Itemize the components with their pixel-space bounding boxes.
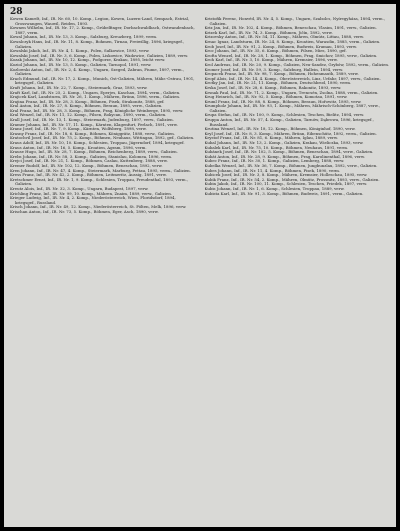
page-number: 28 [10, 7, 23, 17]
register-entry: Krizek Karl, Inf., IR. Nr. 74, 3. Komp., Böhmen, Jičín, 1892, verw. [204, 29, 333, 35]
register-entry: Kubalek Karl, Inf., IR. Nr. 75, 10. Komp., Böhmen, Neuhaus, 1891, verm. [204, 144, 349, 150]
register-entry: Kramer Johann, Inf., IR. Nr. 17, 11. Komp., Kärnten, Klagenfurt, Ferlach, 1891, verw. [10, 121, 178, 127]
register-entry: Kubánek Josef, Inf., IR. Nr. 102, 5. Komp., Böhmen, Beneschau, 1894, verw., Galizien. [204, 149, 374, 155]
register-entry: Kraus Anton, Inf., IR. Nr. 16, 5. Komp., Kroatien, Agram, 1896, verm. [10, 144, 147, 150]
left-column [10, 17, 197, 523]
register-entry: Kryl Josef, Inf., IR. Nr. 8, 3. Komp., Mähren, Brünn, Eibenschütz, 1892, verm., Galizien. [204, 130, 377, 136]
register-entry: Kral Franz, Inf., IR. Nr. 28, 3. Komp., Böhmen, Prag, Königliche Weinberge, 1895, verw. [10, 107, 184, 113]
register-entry: Krnac Ignaz, Landsturm, IR. Nr. 24, 8. Komp., Kroatien, Warasdin, 1885, verm., Galizien. [204, 38, 381, 44]
register-entry: Kraft Karl, Inf., IR. Nr. 25, 2. Komp., Ungarn, Eperjes, Kaschau, 1894, verm., Galizien. [10, 89, 181, 95]
register-entry: Kren Johann, Inf., IR. Nr. 47, 4. Komp., Steiermark, Marburg, Pettau, 1895, verm., Galizien. [10, 167, 191, 173]
register-entry: Krajicek Karl, Landsturm, IR. Nr. 26, 1. Komp., Mähren, Brünn, 1896, verm., Galizien. [10, 94, 181, 100]
register-entry: Kubes Johann, Inf., IR. Nr. 11, 4. Komp., Böhmen, Pisek, 1890, verm. [204, 167, 341, 173]
register-entry: Krisch Johann, Inf., IR. Nr. 49, 12. Komp., Niederösterreich, St. Pölten, Melk, 1896, verw. [10, 204, 187, 210]
register-entry: Kristofik Ferenc, Honvéd, IR. Nr. 4, 5. Komp., Ungarn, Szabolcs, Nyíregyháza, 1894, verm., Galizien. [204, 17, 386, 26]
register-entry: Kubin Jakob, Inf., IR. Nr. 100, 11. Komp., Schlesien, Teschen, Friedek, 1897, verw. [204, 181, 368, 187]
register-entry: Kraus Adolf, Inf., IR. Nr. 10, 10. Komp., Schlesien, Troppau, Jägerndorf, 1894, kriegsgef. [10, 140, 185, 146]
register-entry: Kroh Karl, Inf., IR. Nr. 3, 10. Komp., Mähren, Kremsier, 1896, verw. [204, 57, 338, 63]
register-entry: Kruppa Anton, Inf., IR. Nr. 57, 4. Komp., Galizien, Tarnów, Dąbrowa, 1896, kriegsgef., Russland. [204, 117, 374, 127]
register-entry: Krupa Stefan, Inf., IR. Nr. 100, 9. Komp., Schlesien, Teschen, Bielitz, 1894, verw. [204, 112, 365, 118]
register-entry: Krach Edmund, Inf., IR. Nr. 17, 2. Komp., Munich, Ost-Galizien, Mähren, Mähr.-Ostrau, 1901, kriegsgef., Galizien. [10, 75, 195, 86]
register-entry: Kowalczyk Hans, Inf., IR. Nr. 11, 8. Komp., Bohmen, Tirnau, Freiwillig, 1896, kriegsgef., Galizien. [10, 38, 185, 49]
register-entry: Kraft Johann, Inf., IR. Nr. 22, 7. Komp., Steiermark, Graz, 1893, verw. [10, 84, 148, 90]
register-entry: Kropf Alois, Inf., IR. Nr. 14, 4. Komp., Oberösterreich, Linz, Urfahr, 1897, verw., Galizien. [204, 75, 381, 81]
register-entry: Kowalski Jakob, Inf., IR. Nr. 4, 1. Komp., Polen, Sulkowice, 1893, verw. [10, 48, 150, 54]
register-entry: Krutina Wenzel, Inf., IR. Nr. 18, 12. Komp., Böhmen, Königinhof, 1890, verw. [204, 126, 356, 132]
register-entry: Kubát Anton, Inf., IR. Nr. 28, 9. Komp., Böhmen, Prag, Karolinenthal, 1896, verw. [204, 153, 365, 159]
register-entry: Krska Josef, Inf., IR. Nr. 28, 6. Komp., Böhmen, Rakonitz, 1893, verw. [204, 84, 342, 90]
register-entry: Krause Hugo, Inf., IR. Nr. 28, 7. Komp., Böhmen, Reichenberg, 1889, verw., Galizien. [10, 149, 178, 155]
register-entry: Krotky Jan, Inf., IR. Nr. 21, 11. Komp., Böhmen, Deutschbrod, 1890, verm. [204, 80, 352, 86]
register-entry: Kral Anton, Inf., IR. Nr. 27, 8. Komp., Böhmen, Beraun, 1895, verw., Galizien. [10, 103, 163, 109]
register-entry: Kowalski Josef, Inf., IR. Nr. 3, 6. Komp., Polen, Liskowice, Wadowice, Galizien, 1889, verw. [10, 52, 189, 58]
register-entry: Krsnak Paul, Inf., IR. Nr. 71, 2. Komp., Ungarn, Trencsén, Zsolna, 1888, verm., Galizien. [204, 89, 379, 95]
register-entry: Kress Franz, Inf., IR. Nr. 42, 2. Komp., Böhmen, Leitmeritz, Aussig, 1891, verw. [10, 172, 167, 178]
register-entry: Krug Heinrich, Inf., IR. Nr. 92, 5. Komp., Böhmen, Komotau, 1891, verw. [204, 94, 348, 100]
register-entry: Krall Josef, Inf., IR. Nr. 13, 1. Komp., Steiermark, Judenburg, 1897, verw., Galizien. [10, 117, 174, 123]
register-entry: Krebs Johann, Inf., IR. Nr. 58, 3. Komp., Galizien, Stanislau, Kolomea, 1896, verm. [10, 153, 173, 159]
register-entry: Kubis Johann, Inf., IR. Nr. 1, 6. Komp., Schlesien, Troppau, 1889, verw. [204, 185, 345, 191]
register-entry: Kratochvil Josef, Inf., IR. Nr. 75, 2. Komp., Böhmen, Neuhaus, Wittingau, 1892, gef., Galizien. [10, 135, 195, 141]
register-entry: Krystof Franz, Inf., IR. Nr. 81, 6. Komp., Mähren, Iglau, 1889, verw. [204, 135, 339, 141]
register-entry: Koziol Johann, Inf., IR. Nr. 13, 5. Komp., Galizien, Tarnopol, 1891, verw. [10, 61, 152, 67]
register-entry: Krejci Josef, Inf., IR. Nr. 21, 1. Komp., Böhmen, Časlau, Kuttenberg, 1888, verw. [10, 158, 168, 164]
register-entry: Kreutz Alois, Inf., IR. Nr. 32, 3. Komp., Ungarn, Budapest, 1897, verw. [10, 185, 149, 191]
right-column [205, 17, 392, 523]
register-entry: Kowen Kamrdt, Inf., IR. Nr. 60, 10. Komp., Legion, Kowen, Luzern-Land, Sempach, Estrial, Grosswangen, Wauwil, Reiden, 1893. [10, 17, 190, 26]
register-entry: Kral Wenzel, Inf., IR. Nr. 11, 12. Komp., Pilsen, Rokycan, 1890, verm., Galizien. [10, 112, 167, 118]
register-entry: Kremer Rudolf, Inf., IR. Nr. 102, 12. Komp., Böhmen, Beneschau, 1892, verw. [10, 163, 163, 168]
register-entry: Krischan Anton, Inf., IR. Nr. 73, 5. Komp., Böhmen, Eger, Asch, 1890, verw. [10, 208, 159, 214]
register-entry: Kozak Johann, Inf., IR. Nr. 10, 12. Komp., Podgorze, Krakau, 1895, leicht verw. [10, 57, 166, 63]
register-entry: Kubik Franz, Inf., IR. Nr. 54, 2. Komp., Mähren, Olmütz, Prossnitz, 1893, verw., Galizien. [204, 176, 380, 182]
register-entry: Kubec Franz, Inf., IR. Nr. 30, 1. Komp., Galizien, Lemberg, 1888, verw. [204, 158, 345, 164]
register-entry: Kubal Johann, Inf., IR. Nr. 13, 2. Komp., Galizien, Krakau, Wieliczka, 1893, verw. [204, 140, 364, 146]
register-entry: Kozlowski Anton, Inf., IR. Nr. 2, 4. Komp., Ungarn, Szeged, Zabran, Fiume, 1897, verm., Galizien. [10, 66, 185, 77]
register-entry: Kranz Josef, Inf., IR. Nr. 7, 9. Komp., Kärnten, Wolfsberg, 1898, verw. [10, 126, 147, 132]
register-entry: Krizovsky Anton, Inf., IR. Nr. 54, 11. Komp., Mähren, Olmütz, Littau, 1888, verw. [204, 34, 365, 40]
columns [10, 17, 391, 523]
register-entry: Krajina Franz, Inf., IR. Nr. 28, 3. Komp., Böhmen, Pisek, Strakonitz, 1888, gef. [10, 98, 165, 104]
register-entry: Kownen Wilhelm, Inf., IR. Nr. 17, 2. Komp., Grübelfinger, Dorbachwaldbach, Ostwandenbach, 1887, verm. [10, 25, 195, 35]
register-entry: Krichling Franz, Inf., IR. Nr. 99, 10. Komp., Mähren, Znaim, 1889, verw., Galizien. [10, 190, 172, 196]
register-entry: Kromer Josef, Inf., IR. Nr. 59, 3. Komp., Salzburg, Hallein, 1894, verw. [204, 66, 344, 72]
register-entry: Krol Andreas, Inf., IR. Nr. 20, 9. Komp., Galizien, Neu-Sandez, Grybów, 1892, verm., Galizien. [204, 61, 390, 67]
register-entry: Kriz Jan, Inf., IR. Nr. 102, 4. Komp., Böhmen, Beneschau, Vlasim, 1891, verw., Galizien. [204, 25, 377, 31]
register-entry: Krumpholz Johann, Inf., IR. Nr. 93, 1. Komp., Mähren, Mährisch-Schönberg, 1887, verw., Galizien. [204, 103, 381, 113]
register-entry: Kroc Johann, Inf., IR. Nr. 35, 6. Komp., Böhmen, Pilsen, Mies, 1890, gef. [204, 48, 347, 54]
register-entry: Krob Josef, Inf., IR. Nr. 91, 2. Komp., Böhmen, Budweis, Krumau, 1893, verw. [204, 43, 358, 49]
register-entry: Kubicek Josef, Inf., IR. Nr. 3, 8. Komp., Mähren, Kremsier, Holleschau, 1895, verw. [204, 172, 368, 178]
register-entry: Krofta Wenzel, Inf., IR. Nr. 28, 1. Komp., Böhmen, Prag, Smichov, 1895, verw., Galizien. [204, 52, 378, 58]
register-entry: Kubista Karl, Inf., IR. Nr. 91, 3. Komp., Böhmen, Budweis, 1891, verm., Galizien. [204, 190, 364, 196]
register-entry: Kropacek Franz, Inf., IR. Nr. 98, 7. Komp., Böhmen, Hohenmauth, 1889, verw. [204, 71, 359, 77]
register-page [4, 4, 396, 527]
register-entry: Kowal Johann, Inf., IR. Nr. 13, 3. Komp., Salzburg, Kreuzberg, 1899, verm. [10, 34, 158, 40]
register-entry: Krasny Franz, Inf., IR. Nr. 18, 6. Komp., Böhmen, Königgrätz, 1888, verw., Galizien. [10, 130, 176, 136]
register-entry: Kruml Franz, Inf., IR. Nr. 88, 8. Komp., Böhmen, Beraun, Hořowitz, 1895, verw. [204, 98, 362, 104]
register-entry: Krieger Ludwig, Inf., IR. Nr. 4, 2. Komp., Niederösterreich, Wien, Floridsdorf, 1894, kriegsgef., Russland. [10, 195, 176, 205]
register-entry: Kubelka Wenzel, Inf., IR. Nr. 36, 7. Komp., Böhmen, Jungbunzlau, 1892, verw., Galizien. [204, 163, 378, 168]
register-entry: Kretschmer Ernst, Inf., IR. Nr. 1, 9. Komp., Schlesien, Troppau, Freudenthal, 1893, verm., Galizien. [10, 176, 189, 187]
